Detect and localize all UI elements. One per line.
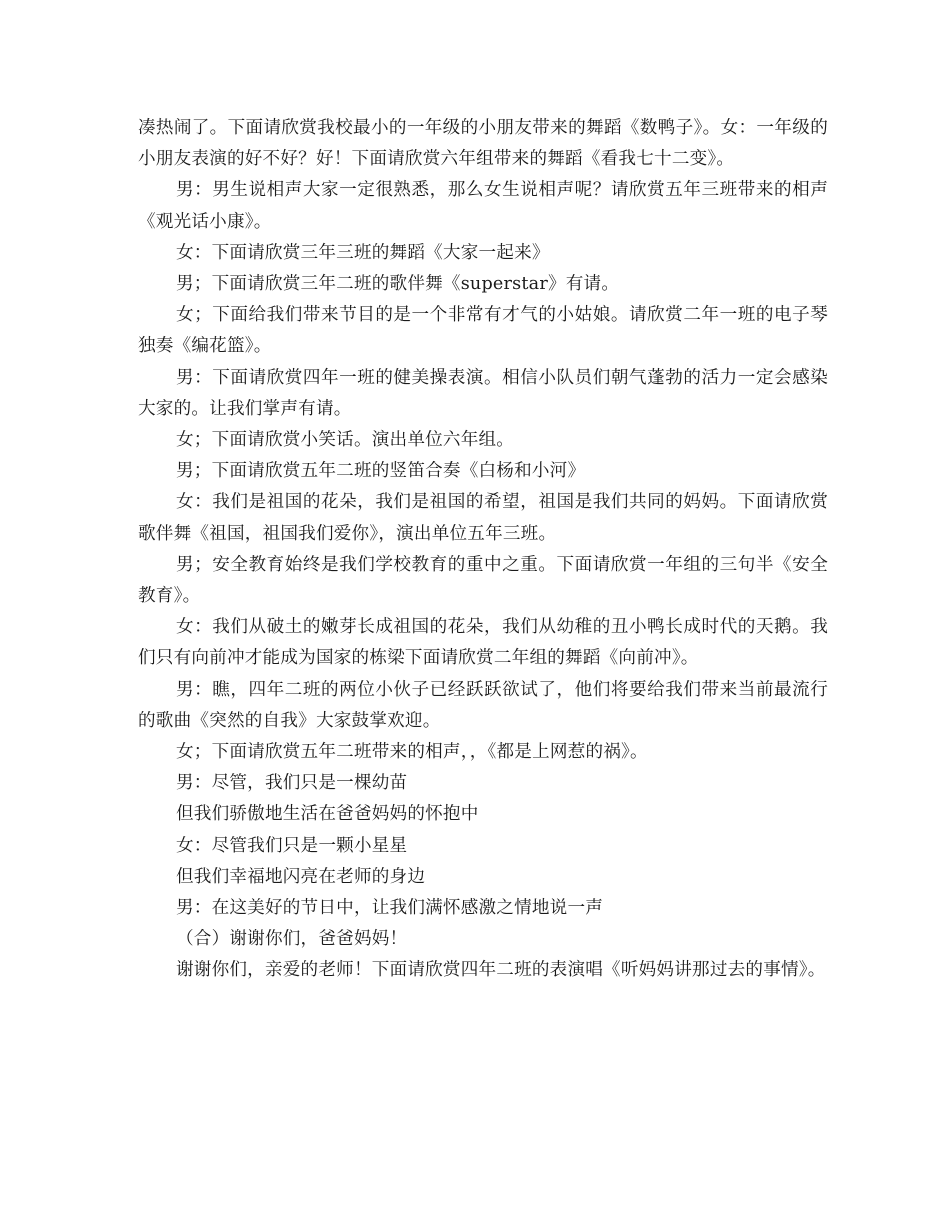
paragraph: 男；安全教育始终是我们学校教育的重中之重。下面请欣赏一年组的三句半《安全教育》。 [138,554,828,607]
paragraph: 谢谢你们，亲爱的老师！下面请欣赏四年二班的表演唱《听妈妈讲那过去的事情》。 [176,960,826,981]
paragraph: 女：我们从破土的嫩芽长成祖国的花朵，我们从幼稚的丑小鸭长成时代的天鹅。我们只有向前冲才能成为国家的栋梁下面请欣赏二年组的舞蹈《向前冲》。 [138,617,828,669]
paragraph: 但我们骄傲地生活在爸爸妈妈的怀抱中 [176,804,479,825]
paragraph: 男；下面请欣赏三年二班的歌伴舞《superstar》有请。 [176,274,620,295]
paragraph: 男；下面请欣赏五年二班的竖笛合奏《白杨和小河》 [176,461,586,482]
paragraph: 男：瞧，四年二班的两位小伙子已经跃跃欲试了，他们将要给我们带来当前最流行的歌曲《突然的自我》大家鼓掌欢迎。 [138,679,828,731]
paragraph: 男：男生说相声大家一定很熟悉，那么女生说相声呢？请欣赏五年三班带来的相声《观光话小康》。 [138,180,828,232]
paragraph: 凑热闹了。下面请欣赏我校最小的一年级的小朋友带来的舞蹈《数鸭子》。女：一年级的小朋友表演的好不好？好！下面请欣赏六年组带来的舞蹈《看我七十二变》。 [138,118,828,170]
paragraph: 男：尽管，我们只是一棵幼苗 [176,773,408,794]
paragraph: 女：下面请欣赏三年三班的舞蹈《大家一起来》 [176,242,550,263]
paragraph: 女；下面请欣赏五年二班带来的相声，，《都是上网惹的祸》。 [176,742,648,763]
paragraph: 女：我们是祖国的花朵，我们是祖国的希望，祖国是我们共同的妈妈。下面请欣赏歌伴舞《祖国，祖国我们爱你》，演出单位五年三班。 [138,492,828,544]
paragraph: 男：下面请欣赏四年一班的健美操表演。相信小队员们朝气蓬勃的活力一定会感染大家的。让我们掌声有请。 [138,367,828,419]
paragraph: （合）谢谢你们，爸爸妈妈！ [176,929,408,950]
paragraph: 男：在这美好的节日中，让我们满怀感激之情地说一声 [176,898,604,919]
document-body [138,113,828,987]
paragraph: 但我们幸福地闪亮在老师的身边 [176,866,426,887]
paragraph: 女；下面给我们带来节目的是一个非常有才气的小姑娘。请欣赏二年一班的电子琴独奏《编花篮》。 [138,305,828,357]
paragraph: 女：尽管我们只是一颗小星星 [176,835,408,856]
paragraph: 女；下面请欣赏小笑话。演出单位六年组。 [176,430,515,451]
